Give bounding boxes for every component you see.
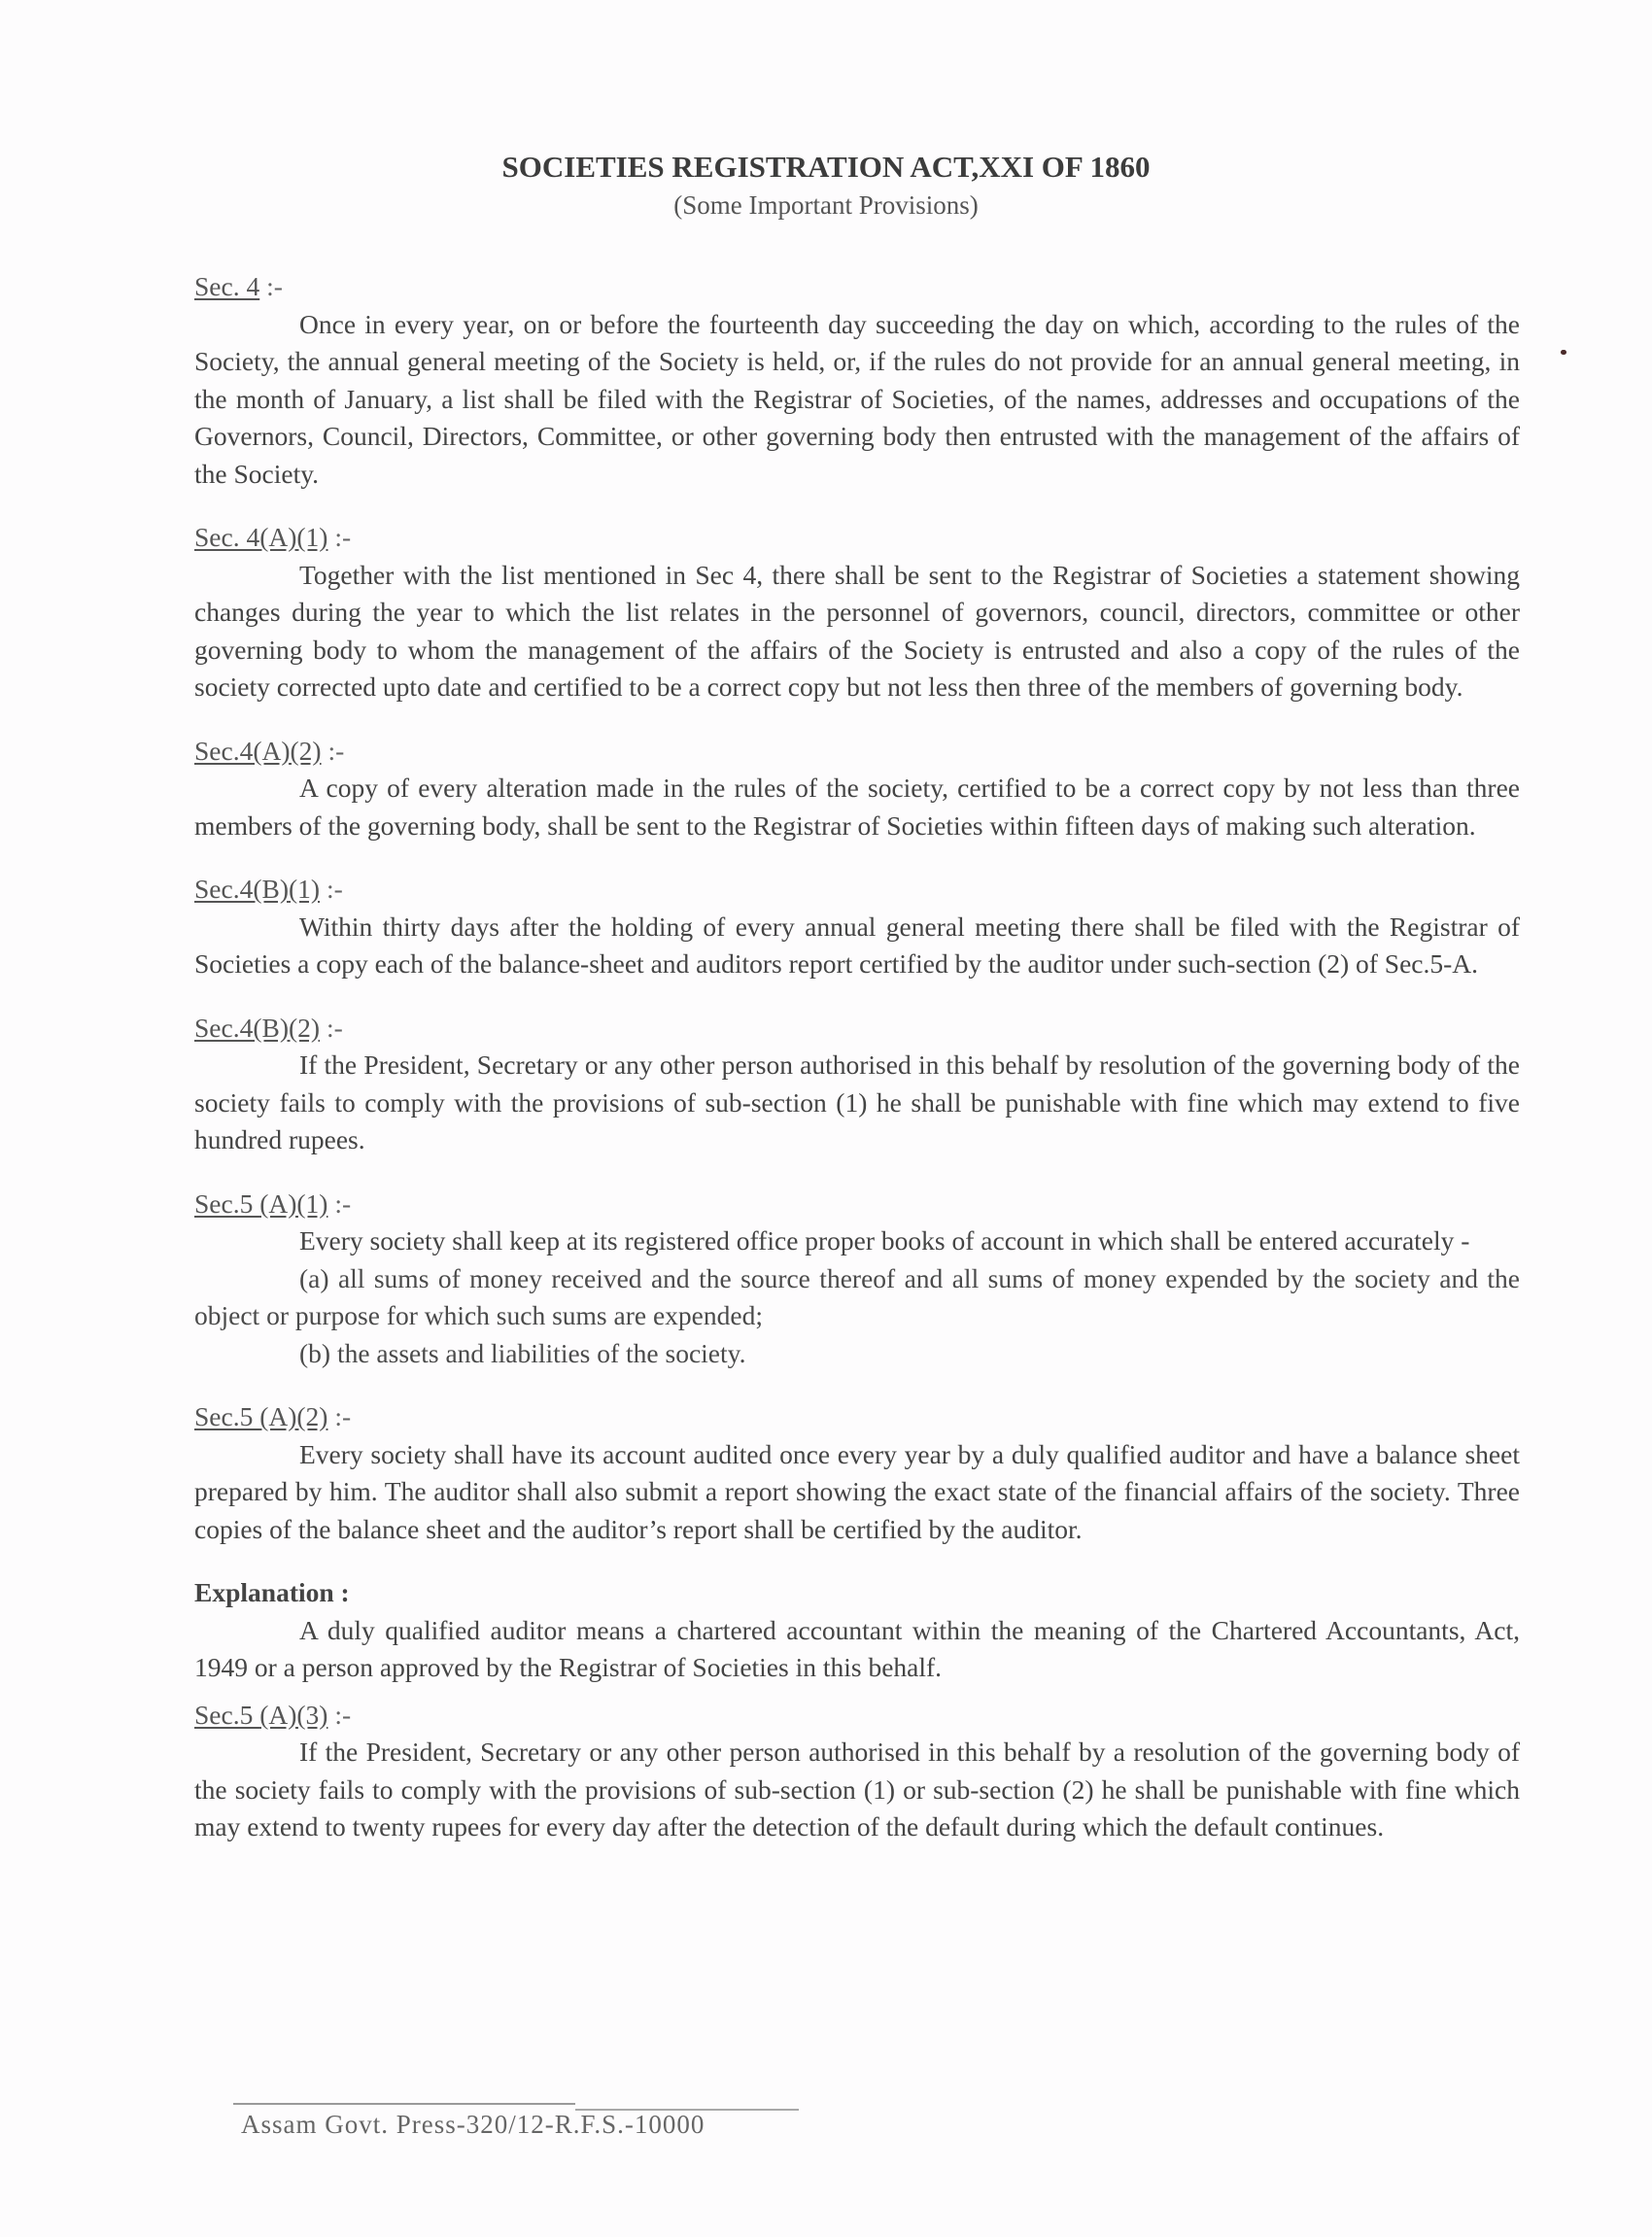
section-paragraph: If the President, Secretary or any other person authorised in this behalf by resolution of the governing body of the society fails to comply with the provisions of sub-section (1) he shall be punishable with fine which may extend to five hundred rupees.	[194, 1050, 1520, 1154]
section-sec-5-a-2	[194, 1398, 1520, 1548]
section-label: Sec. 4(A)(1)	[194, 522, 328, 552]
scan-speck	[1561, 350, 1566, 355]
section-heading	[194, 1186, 1520, 1223]
document-title: SOCIETIES REGISTRATION ACT,XXI OF 1860	[501, 150, 1151, 184]
section-heading	[194, 1398, 1520, 1436]
document-subtitle: (Some Important Provisions)	[673, 190, 979, 220]
section-sec-4-b-1	[194, 871, 1520, 983]
section-label-suffix: :-	[259, 271, 283, 301]
section-label-suffix: :-	[327, 1187, 352, 1219]
section-label: Sec.5 (A)(1)	[194, 1187, 328, 1219]
section-label: Sec.4(B)(1)	[194, 874, 321, 904]
section-heading	[194, 268, 1520, 306]
section-heading	[194, 1010, 1520, 1048]
section-label: Sec.4(B)(2)	[194, 1012, 321, 1043]
section-sec-5-a-1	[194, 1186, 1520, 1373]
provisions-content	[194, 268, 1520, 1873]
section-sec-4-a-1	[194, 519, 1520, 706]
section-explanation	[194, 1574, 1520, 1687]
section-label-suffix: :-	[327, 1401, 352, 1431]
section-label-suffix: :-	[321, 735, 345, 766]
section-heading	[194, 1697, 1520, 1735]
section-label-suffix: :-	[320, 874, 343, 904]
printer-imprint: Assam Govt. Press-320/12-R.F.S.-10000	[241, 2110, 706, 2139]
section-paragraph: Together with the list mentioned in Sec 4, there shall be sent to the Registrar of Societies a statement showing changes during the year to which the list relates in the personnel of governors, council, directors, committee or other governing body to whom the management of the affairs of the Society is entrusted and also a copy of the rules of the society corrected upto date and certified to be a correct copy but not less then three of the members of governing body.	[194, 559, 1520, 702]
section-paragraph: Every society shall keep at its registered office proper books of account in which shall be entered accurately -	[299, 1225, 1470, 1256]
explanation-label: Explanation :	[194, 1577, 350, 1607]
section-heading	[194, 871, 1520, 909]
section-label: Sec.5 (A)(3)	[194, 1699, 328, 1730]
section-paragraph: Every society shall have its account audited once every year by a duly qualified auditor and have a balance sheet prepared by him. The auditor shall also submit a report showing the exact state of the financial affairs of the society. Three copies of the balance sheet and the auditor’s report shall be certified by the auditor.	[194, 1438, 1520, 1544]
section-paragraph: Once in every year, on or before the fourteenth day succeeding the day on which, according to the rules of the Society, the annual general meeting of the Society is held, or, if the rules do not provide for an annual general meeting, in the month of January, a list shall be filed with the Registrar of Societies, of the names, addresses and occupations of the Governors, Council, Directors, Committee, or other governing body then entrusted with the management of the affairs of the Society.	[194, 308, 1520, 489]
section-sec-4	[194, 268, 1520, 493]
section-heading	[194, 519, 1520, 557]
section-heading	[194, 733, 1520, 771]
section-sec-4-b-2	[194, 1010, 1520, 1159]
section-sec-5-a-3	[194, 1697, 1520, 1846]
list-item-a: (a) all sums of money received and the source thereof and all sums of money expended by the society and the object or purpose for which such sums are expended;	[194, 1262, 1520, 1330]
section-paragraph: A copy of every alteration made in the rules of the society, certified to be a correct copy by not less than three members of the governing body, shall be sent to the Registrar of Societies within fifteen days of making such alteration.	[194, 773, 1520, 841]
footer-divider	[233, 2103, 575, 2105]
section-label: Sec.4(A)(2)	[194, 735, 322, 766]
list-item-b: (b) the assets and liabilities of the society.	[299, 1337, 746, 1368]
section-label-suffix: :-	[320, 1012, 343, 1043]
section-label: Sec.5 (A)(2)	[194, 1401, 328, 1431]
section-sec-4-a-2	[194, 733, 1520, 845]
section-paragraph: Within thirty days after the holding of every annual general meeting there shall be filed with the Registrar of Societies a copy each of the balance-sheet and auditors report certified by the auditor under such-section (2) of Sec.5-A.	[194, 911, 1520, 979]
section-paragraph: If the President, Secretary or any other person authorised in this behalf by a resolution of the governing body of the society fails to comply with the provisions of sub-section (1) or sub-section (2) he shall be punishable with fine which may extend to twenty rupees for every day after the detection of the default during which the default continues.	[194, 1737, 1520, 1841]
section-label: Sec. 4	[194, 271, 260, 301]
section-heading	[194, 1574, 1520, 1612]
section-paragraph: A duly qualified auditor means a chartered accountant within the meaning of the Chartered Accountants, Act, 1949 or a person approved by the Registrar of Societies in this behalf.	[194, 1614, 1520, 1682]
section-label-suffix: :-	[327, 522, 352, 552]
section-label-suffix: :-	[327, 1699, 352, 1730]
